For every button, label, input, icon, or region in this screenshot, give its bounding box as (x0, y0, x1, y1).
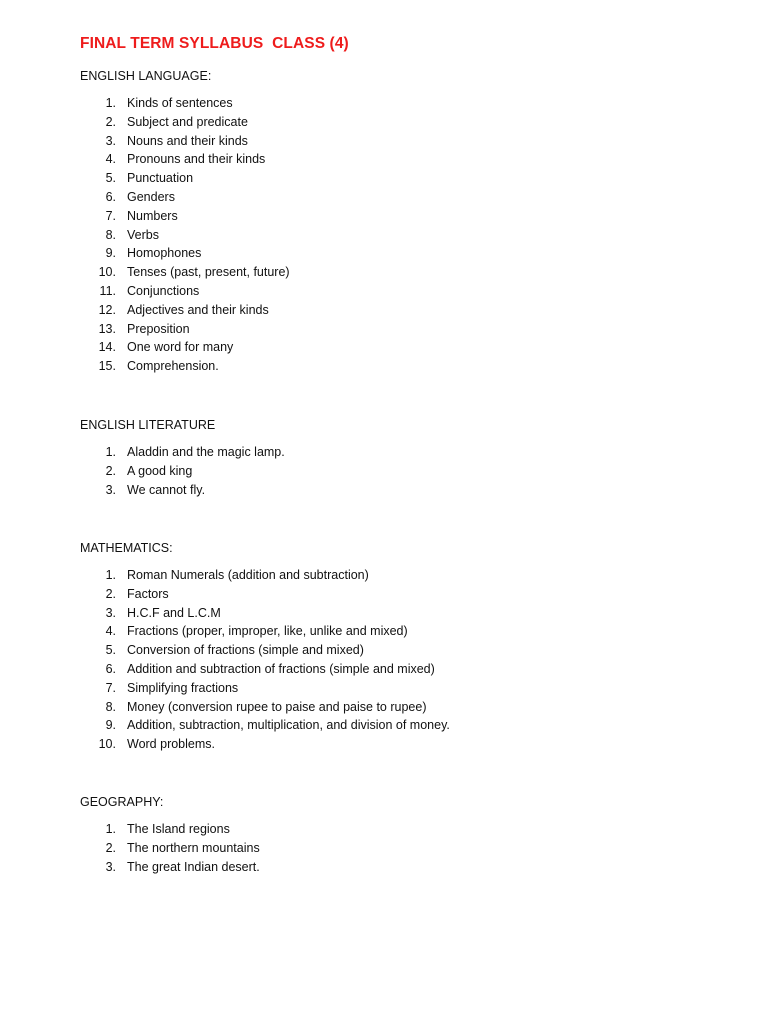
list-item-number: 1. (105, 445, 116, 459)
list-item-number: 4. (105, 152, 116, 167)
english-language-heading: ENGLISH LANGUAGE: (80, 69, 212, 83)
list-item (0, 566, 680, 585)
list-item-number: 7. (105, 208, 116, 223)
list-item-text: Word problems. (127, 737, 215, 752)
list-item-number: 13. (98, 321, 116, 336)
list-item-number: 5. (105, 643, 116, 658)
list-item-number: 1. (105, 822, 116, 836)
list-item-text: The great Indian desert. (127, 859, 260, 874)
list-item-number: 12. (98, 302, 116, 317)
list-item-text: A good king (127, 463, 193, 478)
list-item-text: Addition and subtraction of fractions (simple and mixed) (127, 661, 435, 676)
list-item-text: Tenses (past, present, future) (127, 265, 290, 280)
list-item-number: 10. (98, 737, 116, 752)
list-item-text: Comprehension. (127, 359, 219, 374)
list-item-text: The northern mountains (127, 840, 260, 855)
list-item (0, 641, 680, 660)
list-item-number: 8. (105, 699, 116, 714)
mathematics-heading: MATHEMATICS: (80, 541, 173, 555)
list-item (0, 858, 680, 877)
list-item-text: Preposition (127, 321, 190, 336)
list-item-text: Aladdin and the magic lamp. (127, 445, 285, 459)
list-item-text: Kinds of sentences (127, 96, 233, 110)
list-item-number: 2. (105, 114, 116, 129)
page-title: FINAL TERM SYLLABUS CLASS (4) (80, 35, 349, 52)
list-item-text: Adjectives and their kinds (127, 302, 269, 317)
list-item-number: 14. (98, 340, 116, 355)
list-item-text: Genders (127, 189, 175, 204)
list-item-number: 6. (105, 661, 116, 676)
list-item-number: 4. (105, 624, 116, 639)
list-item-number: 1. (105, 568, 116, 582)
list-item (0, 481, 680, 500)
english-literature-heading: ENGLISH LITERATURE (80, 418, 216, 432)
list-item (0, 188, 680, 207)
list-item-text: Factors (127, 586, 169, 601)
list-item-number: 2. (105, 463, 116, 478)
list-item-number: 3. (105, 605, 116, 620)
list-item-text: Numbers (127, 208, 178, 223)
list-item-text: H.C.F and L.C.M (127, 605, 221, 620)
list-item-number: 3. (105, 133, 116, 148)
list-item-text: Addition, subtraction, multiplication, and division of money. (127, 718, 450, 733)
list-item-text: Roman Numerals (addition and subtraction) (127, 568, 369, 582)
list-item-text: Pronouns and their kinds (127, 152, 266, 167)
list-item-text: Homophones (127, 246, 202, 261)
list-item (0, 113, 680, 132)
mathematics-list (0, 566, 680, 754)
list-item-number: 7. (105, 680, 116, 695)
list-item (0, 263, 680, 282)
list-item (0, 735, 680, 754)
list-item-number: 2. (105, 586, 116, 601)
list-item-text: Money (conversion rupee to paise and paise to rupee) (127, 699, 427, 714)
list-item (0, 282, 680, 301)
english-language-list (0, 94, 680, 376)
list-item-text: Simplifying fractions (127, 680, 239, 695)
list-item-number: 3. (105, 482, 116, 497)
list-item-text: One word for many (127, 340, 234, 355)
list-item-number: 10. (98, 265, 116, 280)
list-item-number: 8. (105, 227, 116, 242)
list-item (0, 207, 680, 226)
list-item (0, 338, 680, 357)
list-item (0, 820, 680, 839)
list-item-number: 1. (105, 96, 116, 110)
list-item-text: Subject and predicate (127, 114, 248, 129)
list-item (0, 622, 680, 641)
list-item-text: Conjunctions (127, 283, 200, 298)
list-item (0, 244, 680, 263)
list-item (0, 94, 680, 113)
list-item-text: Conversion of fractions (simple and mixed) (127, 643, 364, 658)
list-item (0, 839, 680, 858)
geography-heading: GEOGRAPHY: (80, 795, 164, 809)
list-item-number: 11. (99, 283, 116, 298)
list-item-number: 3. (105, 859, 116, 874)
list-item (0, 320, 680, 339)
list-item (0, 585, 680, 604)
list-item-number: 6. (105, 189, 116, 204)
list-item (0, 226, 680, 245)
list-item-number: 5. (105, 171, 116, 186)
list-item-text: The Island regions (127, 822, 230, 836)
list-item (0, 604, 680, 623)
list-item (0, 443, 680, 462)
list-item-number: 9. (105, 718, 116, 733)
list-item (0, 301, 680, 320)
geography-list (0, 820, 680, 876)
list-item (0, 150, 680, 169)
list-item (0, 716, 680, 735)
list-item-text: We cannot fly. (127, 482, 206, 497)
list-item (0, 698, 680, 717)
list-item-text: Verbs (127, 227, 159, 242)
list-item (0, 169, 680, 188)
list-item (0, 132, 680, 151)
list-item-text: Punctuation (127, 171, 194, 186)
list-item (0, 660, 680, 679)
list-item (0, 679, 680, 698)
list-item-number: 9. (105, 246, 116, 261)
list-item (0, 357, 680, 376)
list-item-text: Nouns and their kinds (127, 133, 248, 148)
list-item-text: Fractions (proper, improper, like, unlike and mixed) (127, 624, 408, 639)
list-item-number: 15. (98, 359, 116, 374)
english-literature-list (0, 443, 680, 499)
list-item-number: 2. (105, 840, 116, 855)
list-item (0, 462, 680, 481)
